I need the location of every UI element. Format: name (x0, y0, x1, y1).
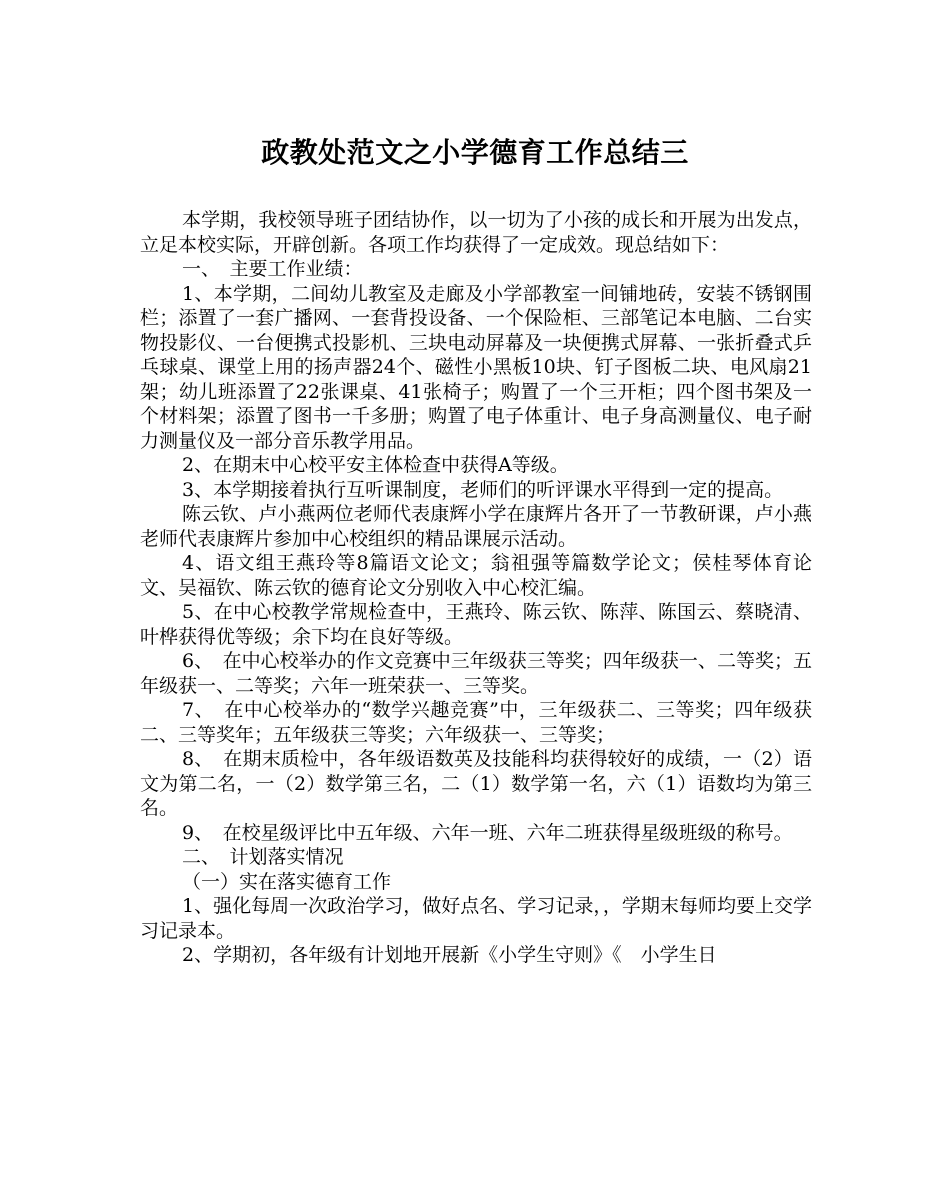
paragraph-item-5: 5、在中心校教学常规检查中，王燕玲、陈云钦、陈萍、陈国云、蔡晓清、叶桦获得优等级；余下均在良好等级。 (140, 601, 812, 648)
subsection-heading-moral-education: （一）实在落实德育工作 (182, 870, 392, 893)
paragraph-intro: 本学期，我校领导班子团结协作，以一切为了小孩的成长和开展为出发点，立足本校实际，开辟创新。各项工作均获得了一定成效。现总结如下： (140, 209, 812, 256)
paragraph-plan-1: 1、强化每周一次政治学习，做好点名、学习记录，，学期末每师均要上交学习记录本。 (140, 895, 812, 942)
section-heading-plan: 二、 计划落实情况 (182, 846, 344, 868)
paragraph-plan-2: 2、学期初，各年级有计划地开展新《小学生守则》《 小学生日 (182, 944, 717, 966)
paragraph-item-4: 4、语文组王燕玲等8篇语文论文；翁祖强等篇数学论文；侯桂琴体育论文、吴福钦、陈云钦的德育论文分别收入中心校汇编。 (140, 552, 812, 599)
paragraph-item-6: 6、 在中心校举办的作文竞赛中三年级获三等奖；四年级获一、二等奖；五年级获一、二等奖；六年一班荣获一、三等奖。 (140, 650, 812, 697)
paragraph-item-3: 3、本学期接着执行互听课制度，老师们的听评课水平得到一定的提高。 (182, 478, 784, 501)
document-body (140, 208, 812, 968)
paragraph-item-2: 2、在期末中心校平安主体检查中获得A等级。 (182, 454, 569, 476)
paragraph-item-9: 9、 在校星级评比中五年级、六年一班、六年二班获得星级班级的称号。 (182, 821, 793, 844)
paragraph-item-3-detail: 陈云钦、卢小燕两位老师代表康辉小学在康辉片各开了一节教研课，卢小燕老师代表康辉片参加中心校组织的精品课展示活动。 (140, 503, 812, 550)
paragraph-item-7: 7、 在中心校举办的“数学兴趣竞赛”中，三年级获二、三等奖；四年级获二、三等奖年；五年级获三等奖；六年级获一、三等奖； (140, 699, 812, 746)
document-title: 政教处范文之小学德育工作总结三 (261, 136, 689, 169)
paragraph-item-8: 8、 在期末质检中，各年级语数英及技能科均获得较好的成绩，一（2）语文为第二名，一（2）数学第三名，二（1）数学第一名，六（1）语数均为第三名。 (140, 748, 812, 819)
paragraph-item-1: 1、本学期，二间幼儿教室及走廊及小学部教室一间铺地砖，安装不锈钢围栏；添置了一套广播网、一套背投设备、一个保险柜、三部笔记本电脑、二台实物投影仪、一台便携式投影机、三块电动屏幕及一块便携式屏幕、一张折叠式乒乓球桌、课堂上用的扬声器24个、磁性小黑板10块、钉子图板二块、电风扇21架；幼儿班添置了22张课桌、41张椅子；购置了一个三开柜；四个图书架及一个材料架；添置了图书一千多册；购置了电子体重计、电子身高测量仪、电子耐力测量仪及一部分音乐教学用品。 (140, 282, 812, 452)
section-heading-achievements: 一、 主要工作业绩： (182, 258, 363, 280)
